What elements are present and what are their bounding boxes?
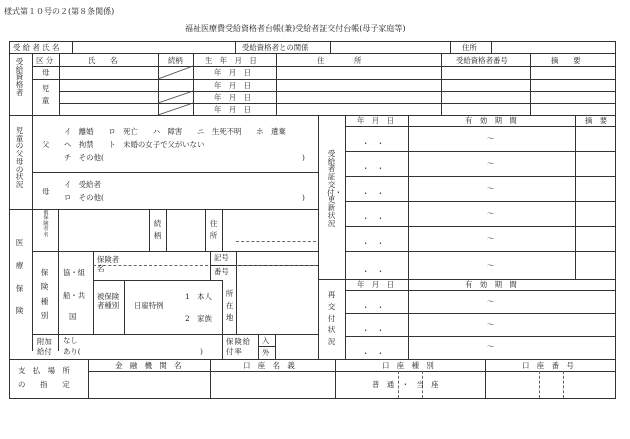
- iss-tilde-5: ～: [487, 234, 495, 243]
- iss-dot-5: ・ ・: [362, 239, 385, 248]
- recipient-name-label: 受 給 者 氏 名: [13, 43, 60, 52]
- payment-designation-label: の 指 定: [18, 380, 70, 389]
- account-number-header: 口 座 番 号: [522, 361, 574, 370]
- mother-line1: イ 受給者: [64, 180, 101, 189]
- iss-dot-1: ・ ・: [362, 139, 385, 148]
- mother-line2: ロ その他(: [64, 193, 104, 202]
- child1-birth: 年 月 日: [214, 81, 251, 90]
- re-dot-2: ・ ・: [362, 326, 385, 335]
- col-relation: 続柄: [168, 56, 183, 65]
- kokuho-option: 国: [69, 312, 77, 321]
- mother-birth: 年 月 日: [214, 68, 251, 77]
- insured-relation-label: 続柄: [153, 219, 162, 241]
- iss-dot-4: ・ ・: [362, 214, 385, 223]
- mother-status-label: 母: [42, 187, 50, 196]
- gai-label: 外: [262, 348, 270, 357]
- mother-label: 母: [42, 68, 50, 77]
- re-tilde-3: ～: [487, 342, 495, 351]
- col-birth: 生 年 月 日: [205, 56, 257, 65]
- col-kubun: 区 分: [36, 56, 54, 65]
- bangou-label: 番号: [214, 267, 229, 276]
- col-number: 受給資格者番号: [456, 56, 508, 65]
- re-col-date: 年 月 日: [357, 280, 394, 289]
- col-address: 住 所: [317, 56, 362, 65]
- father-line2: ヘ 拘禁 ト 未婚の女子で父がいない: [64, 140, 205, 149]
- iss-dot-6: ・ ・: [362, 267, 385, 276]
- senkyo-option: 船・共: [63, 291, 86, 300]
- re-tilde-2: ～: [487, 320, 495, 329]
- address-label: 住所: [462, 43, 477, 52]
- insured-name-label: 被保険者名: [43, 210, 49, 238]
- iss-col-remarks: 摘 要: [585, 116, 608, 125]
- payment-place-label: 支 払 場 所: [18, 366, 70, 375]
- child3-birth: 年 月 日: [214, 105, 251, 114]
- account-type-header: 口 座 種 別: [382, 361, 434, 370]
- insurer-name-label: 保険者名: [97, 255, 120, 273]
- nashi-option: なし: [63, 336, 78, 345]
- qualified-persons-side: 受 給 資 格 者: [15, 57, 24, 97]
- iss-col-date: 年 月 日: [357, 116, 394, 125]
- kazoku-option: 2 家族: [185, 314, 212, 323]
- kigou-label: 記号: [214, 253, 229, 262]
- child-label: 児 童: [41, 84, 50, 106]
- col-remarks: 摘 要: [551, 56, 581, 65]
- relationship-label: 受給資格者との関係: [242, 43, 309, 52]
- issuance-side: 受給者証交付・更新状況: [327, 149, 343, 228]
- iss-tilde-4: ～: [487, 209, 495, 218]
- kumiai-option: 協・組: [63, 268, 86, 277]
- iss-col-period: 有 効 期 間: [465, 116, 517, 125]
- mother-paren: ): [302, 193, 305, 202]
- benefit-rate-label: 保険給付率: [226, 337, 252, 356]
- father-line1: イ 離婚 ロ 死亡 ハ 障害 ニ 生死不明 ホ 遺棄: [64, 127, 286, 136]
- special-day-label: 日雇特例: [134, 301, 164, 310]
- account-type-option: 普 通 ・ 当 座: [372, 380, 439, 389]
- father-label: 父: [42, 140, 50, 149]
- parents-side: 児童の父母の状況: [15, 126, 24, 190]
- ari-option: あり(: [63, 347, 81, 356]
- re-col-period: 有 効 期 間: [465, 280, 517, 289]
- re-dot-3: ・ ・: [362, 349, 385, 358]
- insured-address-label: 住所: [209, 219, 218, 241]
- page-title: 福祉医療費受給資格者台帳(兼)受給者証交付台帳(母子家庭等): [185, 24, 406, 33]
- iss-tilde-1: ～: [487, 134, 495, 143]
- ari-close: ): [200, 347, 203, 356]
- iss-tilde-2: ～: [487, 159, 495, 168]
- nyu-label: 入: [262, 336, 270, 345]
- child2-birth: 年 月 日: [214, 93, 251, 102]
- honnin-option: 1 本人: [185, 292, 212, 301]
- father-line3: チ その他(: [64, 153, 104, 162]
- insurance-type-label: 保険種別: [40, 268, 49, 321]
- account-holder-header: 口 座 名 義: [243, 361, 295, 370]
- father-paren: ): [302, 153, 305, 162]
- re-tilde-1: ～: [487, 297, 495, 306]
- form-number: 様式第１０号の２(第８条関係): [4, 7, 115, 16]
- insured-class-label: 被保険者種別: [97, 292, 120, 311]
- iss-dot-3: ・ ・: [362, 189, 385, 198]
- iss-tilde-6: ～: [487, 261, 495, 270]
- iss-tilde-3: ～: [487, 184, 495, 193]
- bank-name-header: 金 融 機 関 名: [115, 361, 182, 370]
- col-name: 氏 名: [88, 56, 118, 65]
- iss-dot-2: ・ ・: [362, 164, 385, 173]
- medical-side: 医 療 保 険: [15, 238, 24, 316]
- additional-benefit-label: 附加給付: [37, 337, 52, 356]
- reissue-side: 再 交 付 状 況: [327, 290, 336, 347]
- re-dot-1: ・ ・: [362, 303, 385, 312]
- location-label: 所在地: [225, 289, 234, 323]
